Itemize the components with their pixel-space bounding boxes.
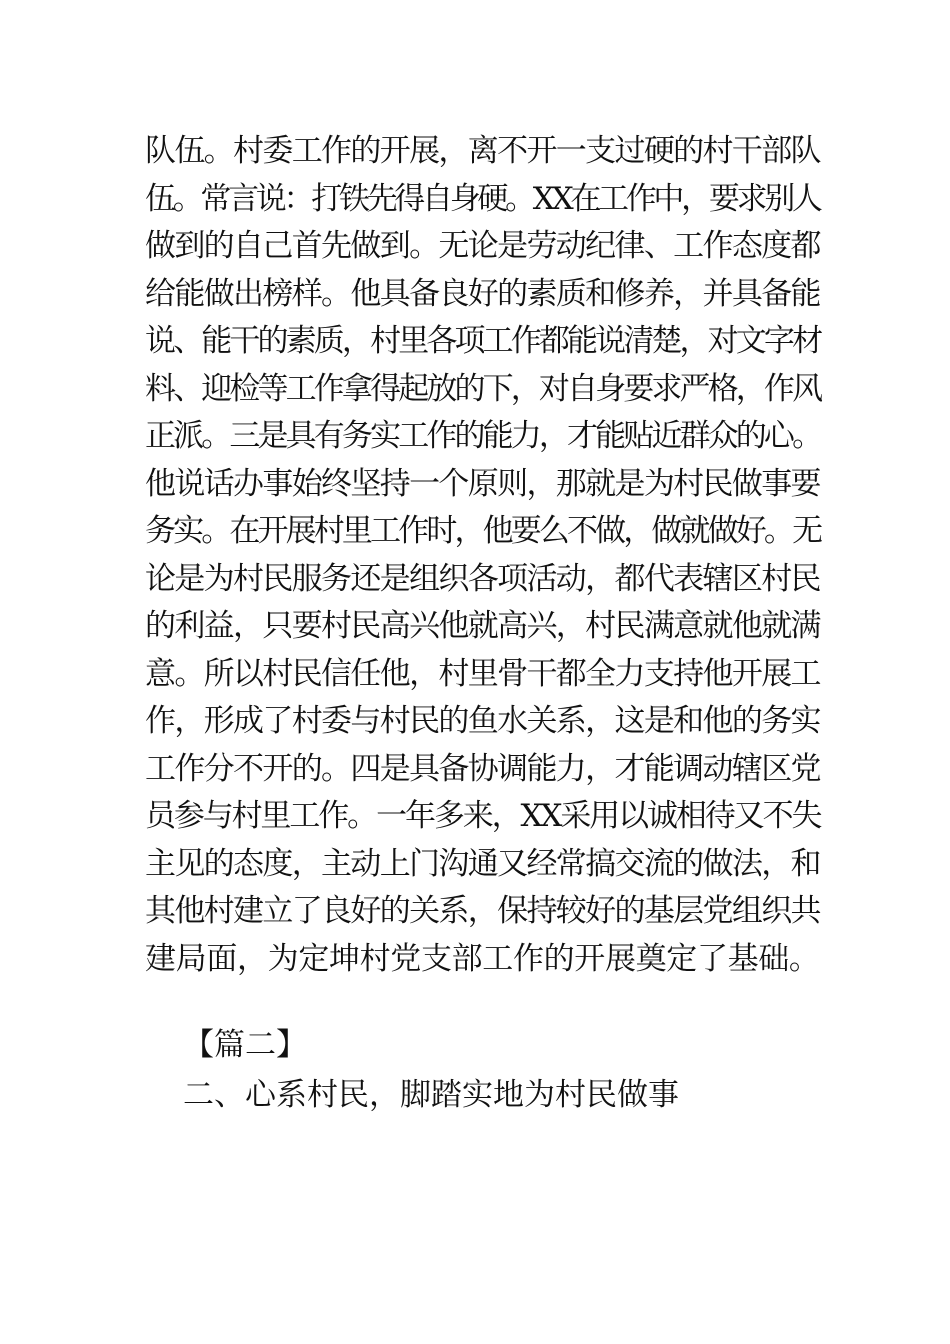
paragraph-line: 正派。三是具有务实工作的能力，才能贴近群众的心。 bbox=[145, 418, 821, 454]
section-label: 【篇二】 bbox=[183, 1027, 307, 1063]
paragraph-line: 料、迎检等工作拿得起放的下，对自身要求严格，作风 bbox=[145, 370, 821, 407]
paragraph-line: 给能做出榜样。他具备良好的素质和修养，并具备能 bbox=[145, 275, 820, 312]
paragraph-line: 主见的态度，主动上门沟通又经常搞交流的做法，和 bbox=[145, 845, 820, 882]
paragraph-line: 的利益，只要村民高兴他就高兴，村民满意就他就满 bbox=[145, 608, 820, 644]
paragraph-line: 员参与村里工作。一年多来，XX采用以诚相待又不失 bbox=[145, 798, 821, 834]
paragraph-line: 说、能干的素质，村里各项工作都能说清楚，对文字材 bbox=[145, 323, 821, 359]
paragraph-line: 论是为村民服务还是组织各项活动，都代表辖区村民 bbox=[145, 560, 820, 597]
paragraph-line: 工作分不开的。四是具备协调能力，才能调动辖区党 bbox=[145, 750, 820, 787]
body-paragraph bbox=[145, 128, 821, 983]
paragraph-line: 伍。常言说：打铁先得自身硬。XX在工作中，要求别人 bbox=[145, 180, 820, 217]
paragraph-line: 其他村建立了良好的关系，保持较好的基层党组织共 bbox=[145, 893, 820, 929]
paragraph-line: 他说话办事始终坚持一个原则，那就是为村民做事要 bbox=[145, 465, 820, 502]
paragraph-line: 建局面，为定坤村党支部工作的开展奠定了基础。 bbox=[145, 940, 820, 977]
paragraph-line: 务实。在开展村里工作时，他要么不做，做就做好。无 bbox=[145, 513, 821, 549]
paragraph-line: 做到的自己首先做到。无论是劳动纪律、工作态度都 bbox=[145, 228, 820, 264]
paragraph-line: 意。所以村民信任他，村里骨干都全力支持他开展工 bbox=[145, 655, 820, 692]
paragraph-line: 作，形成了村委与村民的鱼水关系，这是和他的务实 bbox=[145, 703, 820, 739]
section-subheading: 二、心系村民，脚踏实地为村民做事 bbox=[183, 1077, 679, 1113]
paragraph-line: 队伍。村委工作的开展，离不开一支过硬的村干部队 bbox=[145, 133, 820, 169]
